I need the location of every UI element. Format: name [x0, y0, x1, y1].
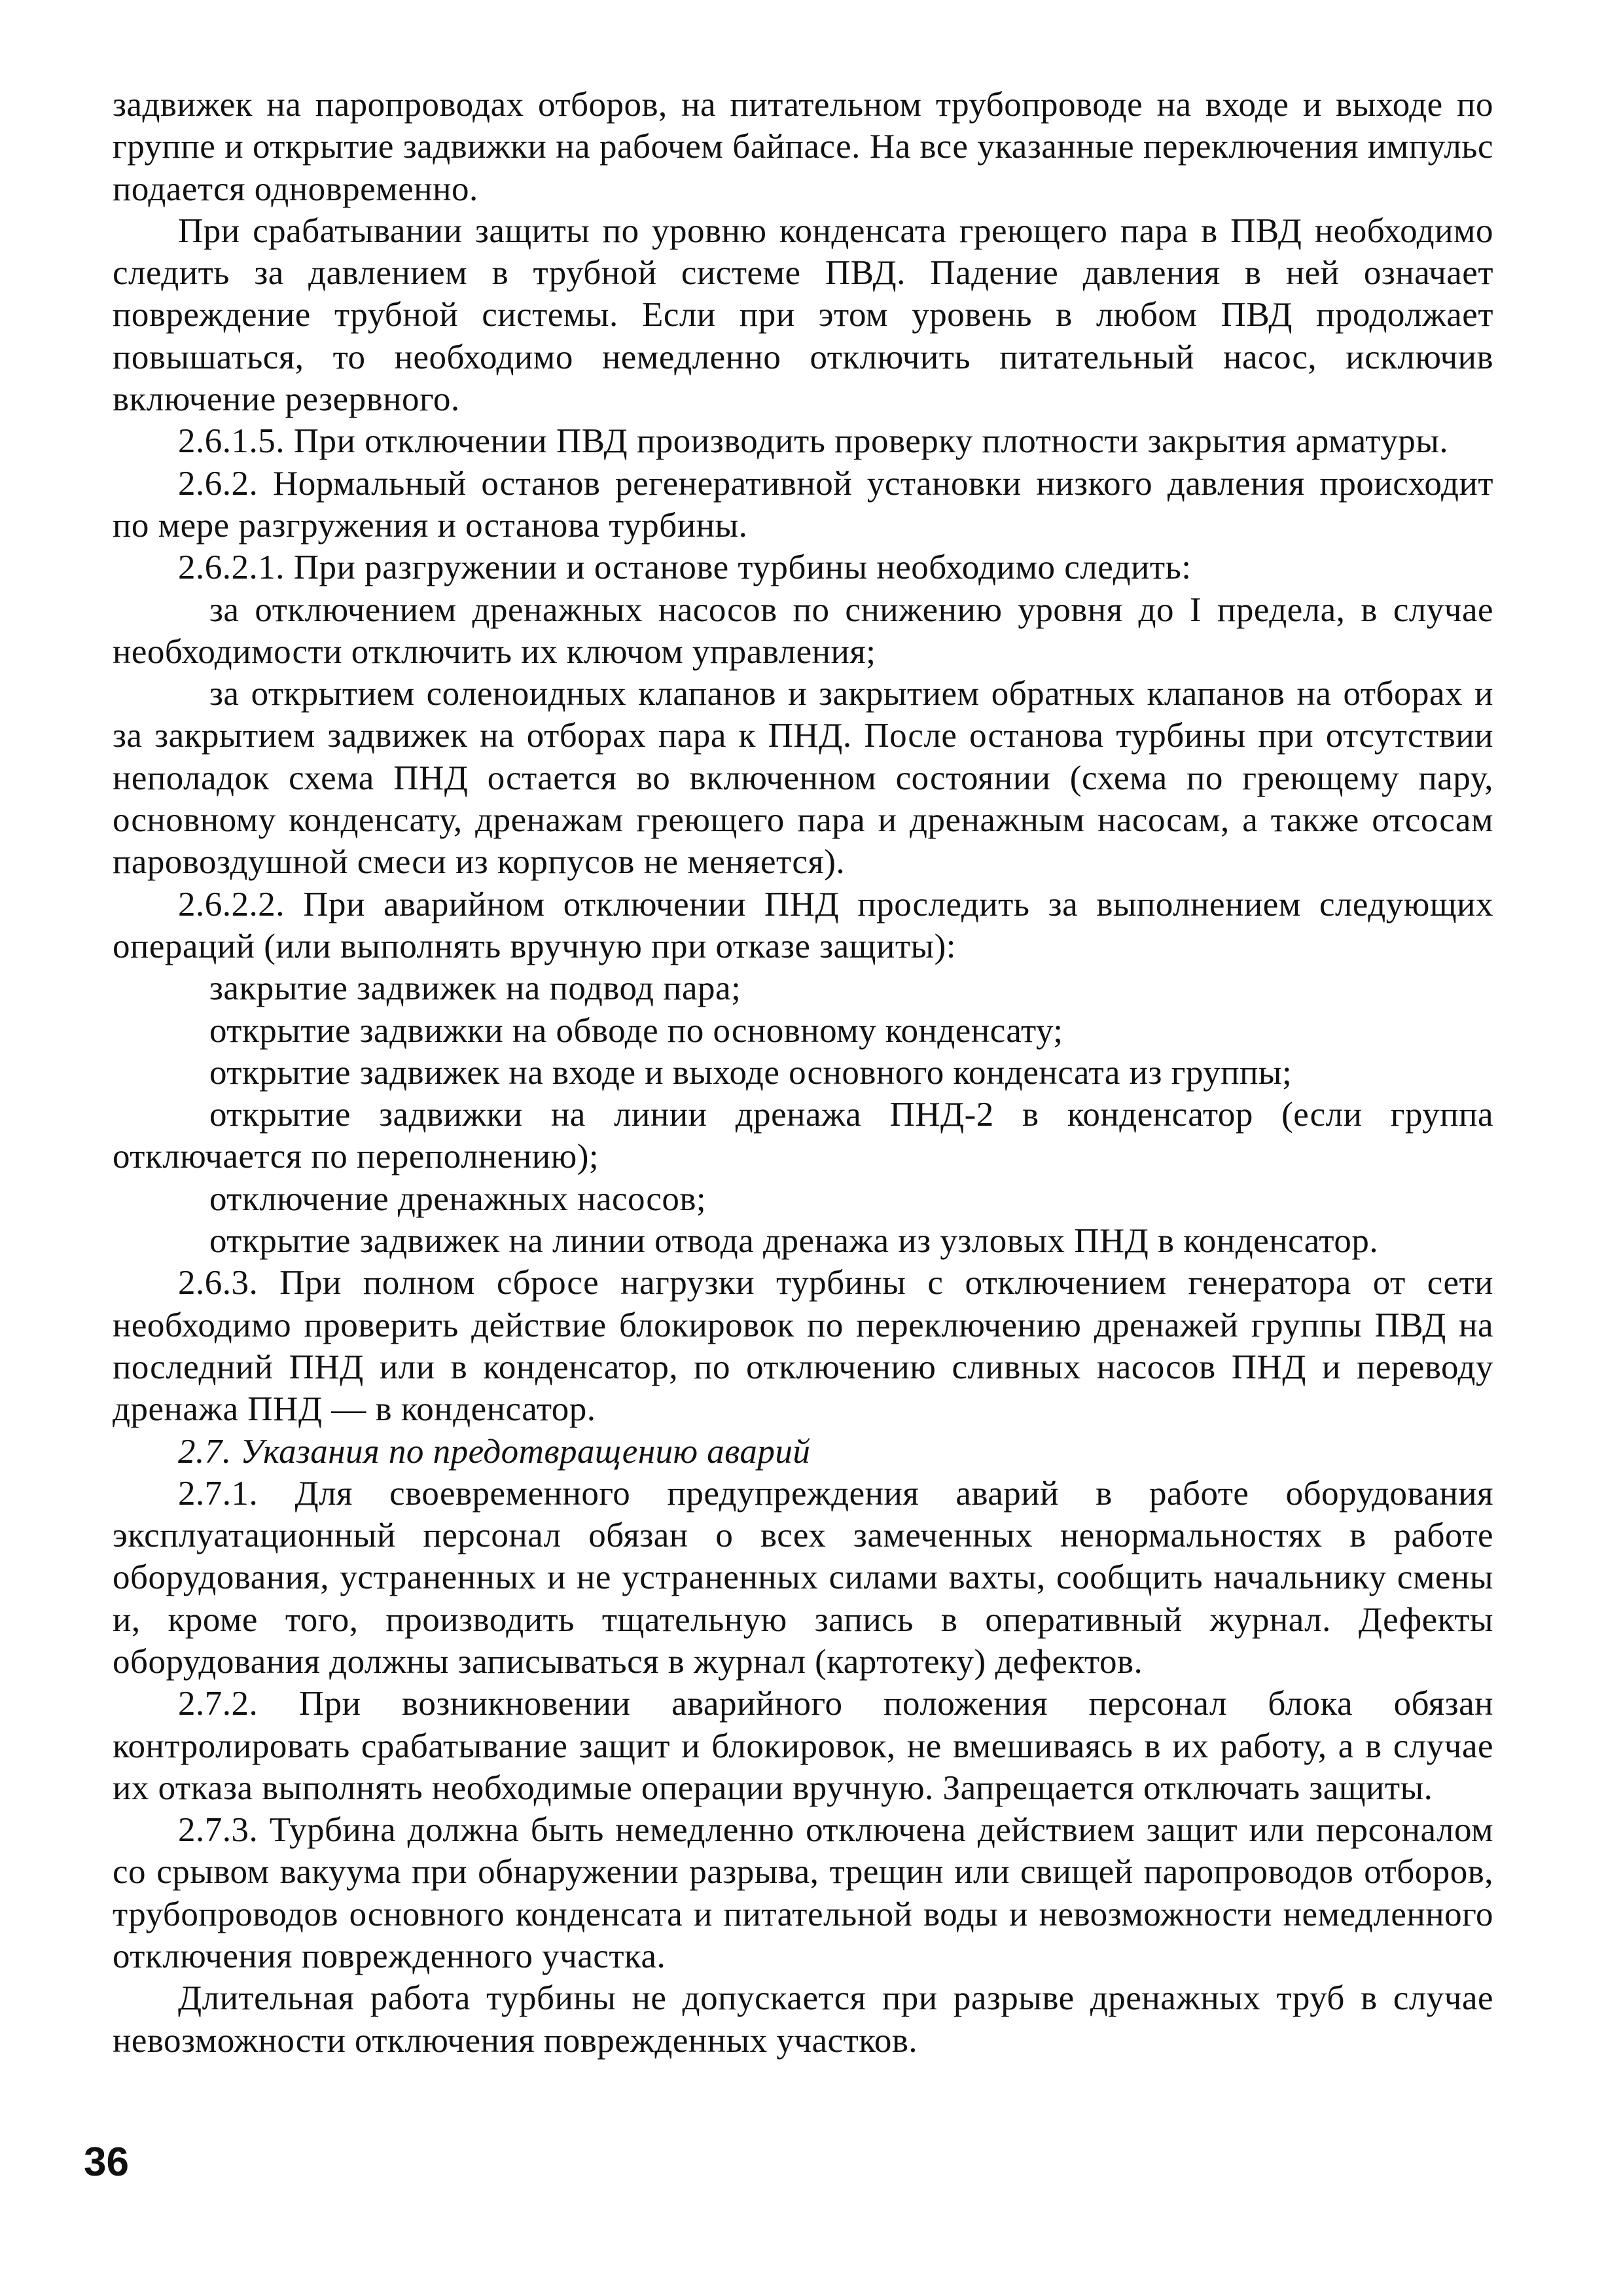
paragraph: 2.6.3. При полном сбросе нагрузки турбины с отключением генератора от сети необходимо проверить действие блокировок по переключению дренажей группы ПВД на последний ПНД или в конденсатор, по отключению сливных насосов ПНД и переводу дренажа ПНД — в конденсатор.	[113, 1264, 1493, 1429]
paragraph: 2.6.2.1. При разгружении и останове турбины необходимо следить:	[178, 548, 1192, 587]
section-heading: 2.7. Указания по предотвращению аварий	[178, 1432, 811, 1471]
paragraph: за открытием соленоидных клапанов и закрытием обратных клапанов на отборах и за закрытием задвижек на отборах пара к ПНД. После останова турбины при отсутствии неполадок схема ПНД остается во включенном состоянии (схема по греющему пару, основному конденсату, дренажам греющего пара и дренажным насосам, а также отсосам паровоздушной смеси из корпусов не меняется).	[113, 675, 1493, 882]
paragraph: открытие задвижки на линии дренажа ПНД-2 в конденсатор (если группа отключается по переполнению);	[113, 1096, 1493, 1176]
list-item: отключение дренажных насосов;	[209, 1179, 707, 1218]
page-body	[113, 84, 1493, 2062]
page-number: 36	[84, 2140, 129, 2185]
paragraph: открытие задвижек на линии отвода дренажа из узловых ПНД в конденсатор.	[209, 1222, 1379, 1261]
paragraph: за отключением дренажных насосов по снижению уровня до I предела, в случае необходимости отключить их ключом управления;	[113, 590, 1493, 671]
paragraph: Длительная работа турбины не допускается при разрыве дренажных труб в случае невозможности отключения поврежденных участков.	[113, 1979, 1493, 2060]
paragraph: задвижек на паропроводах отборов, на питательном трубопроводе на входе и выходе по группе и открытие задвижки на рабочем байпасе. На все указанные переключения импульс подается одновременно.	[113, 86, 1493, 208]
list-item: открытие задвижек на входе и выходе основного конденсата из группы;	[209, 1053, 1293, 1092]
paragraph: 2.7.2. При возникновении аварийного положения персонал блока обязан контролировать срабатывание защит и блокировок, не вмешиваясь в их работу, а в случае их отказа выполнять необходимые операции вручную. Запрещается отключать защиты.	[113, 1685, 1493, 1807]
paragraph: 2.6.2. Нормальный останов регенеративной установки низкого давления происходит по мере разгружения и останова турбины.	[113, 464, 1493, 545]
list-item: закрытие задвижек на подвод пара;	[209, 969, 741, 1008]
paragraph: 2.7.1. Для своевременного предупреждения аварий в работе оборудования эксплуатационный персонал обязан о всех замеченных ненормальностях в работе оборудования, устраненных и не устраненных силами вахты, сообщить начальнику смены и, кроме того, производить тщательную запись в оперативный журнал. Дефекты оборудования должны записываться в журнал (картотеку) дефектов.	[113, 1474, 1493, 1681]
paragraph: 2.7.3. Турбина должна быть немедленно отключена действием защит или персоналом со срывом вакуума при обнаружении разрыва, трещин или свищей паропроводов отборов, трубопроводов основного конденсата и питательной воды и невозможности немедленного отключения поврежденного участка.	[113, 1811, 1493, 1976]
paragraph: 2.6.1.5. При отключении ПВД производить проверку плотности закрытия арматуры.	[178, 422, 1449, 461]
paragraph: 2.6.2.2. При аварийном отключении ПНД проследить за выполнением следующих операций (или выполнять вручную при отказе защиты):	[113, 885, 1493, 965]
list-item: открытие задвижки на обводе по основному конденсату;	[209, 1011, 1063, 1050]
paragraph: При срабатывании защиты по уровню конденсата греющего пара в ПВД необходимо следить за давлением в трубной системе ПВД. Падение давления в ней означает повреждение трубной системы. Если при этом уровень в любом ПВД продолжает повышаться, то необходимо немедленно отключить питательный насос, исключив включение резервного.	[113, 211, 1493, 419]
